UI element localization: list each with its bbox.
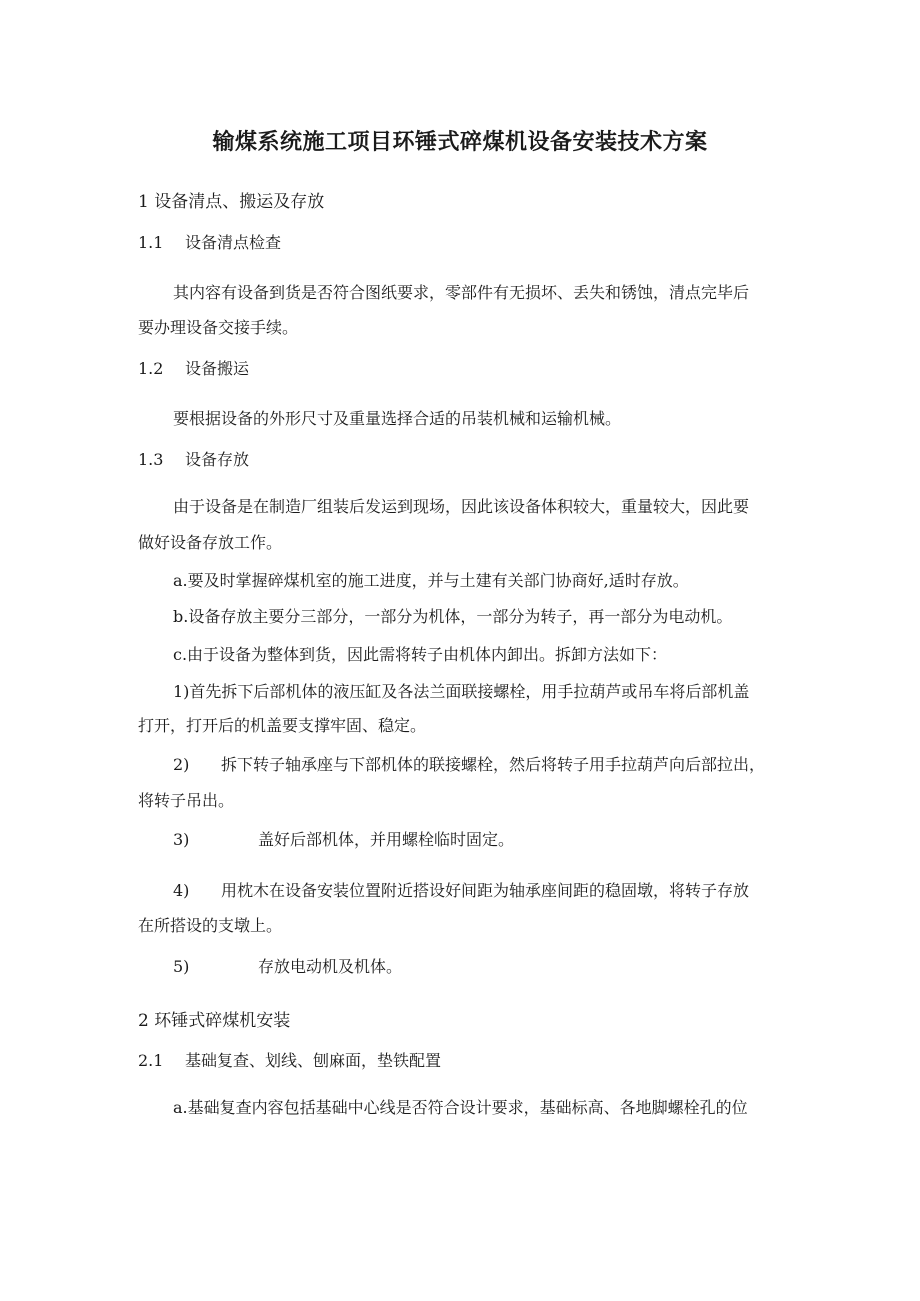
paragraph-line: 由于设备是在制造厂组装后发运到现场，因此该设备体积较大，重量较大，因此要 — [173, 497, 750, 516]
paragraph-line: 要办理设备交接手续。 — [138, 318, 299, 337]
paragraph-line: 其内容有设备到货是否符合图纸要求，零部件有无损坏、丢失和锈蚀，清点完毕后 — [173, 283, 750, 302]
step-4-line: 用枕木在设备安装位置附近搭设好间距为轴承座间距的稳固墩，将转子存放 — [221, 881, 750, 900]
subsection-heading-1-2 — [138, 357, 249, 381]
subsection-number: 1.1 — [138, 233, 164, 252]
subsection-heading-2-1 — [138, 1049, 441, 1073]
subsection-title: 基础复查、划线、刨麻面，垫铁配置 — [185, 1051, 442, 1070]
subsection-number: 1.3 — [138, 450, 164, 469]
subsection-title: 设备搬运 — [185, 359, 250, 378]
step-4-line: 在所搭设的支墩上。 — [138, 916, 283, 935]
step-2-line: 将转子吊出。 — [138, 791, 235, 810]
step-5-line: 存放电动机及机体。 — [258, 957, 403, 976]
subsection-number: 2.1 — [138, 1051, 164, 1070]
step-3-number: 3) — [173, 830, 190, 849]
section-heading-2: 2 环锤式碎煤机安装 — [138, 1011, 291, 1031]
step-3-line: 盖好后部机体，并用螺栓临时固定。 — [258, 830, 515, 849]
subsection-heading-1-3 — [138, 448, 249, 472]
step-1-line: 1)首先拆下后部机体的液压缸及各法兰面联接螺栓，用手拉葫芦或吊车将后部机盖 — [173, 682, 750, 701]
list-item-b: b.设备存放主要分三部分，一部分为机体，一部分为转子，再一部分为电动机。 — [173, 607, 733, 626]
list-item-a: a.基础复查内容包括基础中心线是否符合设计要求，基础标高、各地脚螺栓孔的位 — [173, 1098, 748, 1117]
subsection-number: 1.2 — [138, 359, 164, 378]
paragraph-line: 做好设备存放工作。 — [138, 533, 283, 552]
step-2-number: 2) — [173, 755, 190, 774]
section-heading-1: 1 设备清点、搬运及存放 — [138, 192, 325, 212]
step-4-number: 4) — [173, 881, 190, 900]
document-title: 输煤系统施工项目环锤式碎煤机设备安装技术方案 — [212, 129, 708, 155]
paragraph-line: 要根据设备的外形尺寸及重量选择合适的吊装机械和运输机械。 — [173, 409, 622, 428]
subsection-title: 设备清点检查 — [185, 233, 282, 252]
list-item-c: c.由于设备为整体到货，因此需将转子由机体内卸出。拆卸方法如下： — [173, 645, 668, 664]
step-5-number: 5) — [173, 957, 190, 976]
step-1-line: 打开，打开后的机盖要支撑牢固、稳定。 — [138, 716, 427, 735]
step-2-line: 拆下转子轴承座与下部机体的联接螺栓，然后将转子用手拉葫芦向后部拉出， — [221, 755, 766, 774]
subsection-heading-1-1 — [138, 231, 281, 255]
list-item-a: a.要及时掌握碎煤机室的施工进度，并与土建有关部门协商好,适时存放。 — [173, 571, 689, 590]
subsection-title: 设备存放 — [185, 450, 250, 469]
